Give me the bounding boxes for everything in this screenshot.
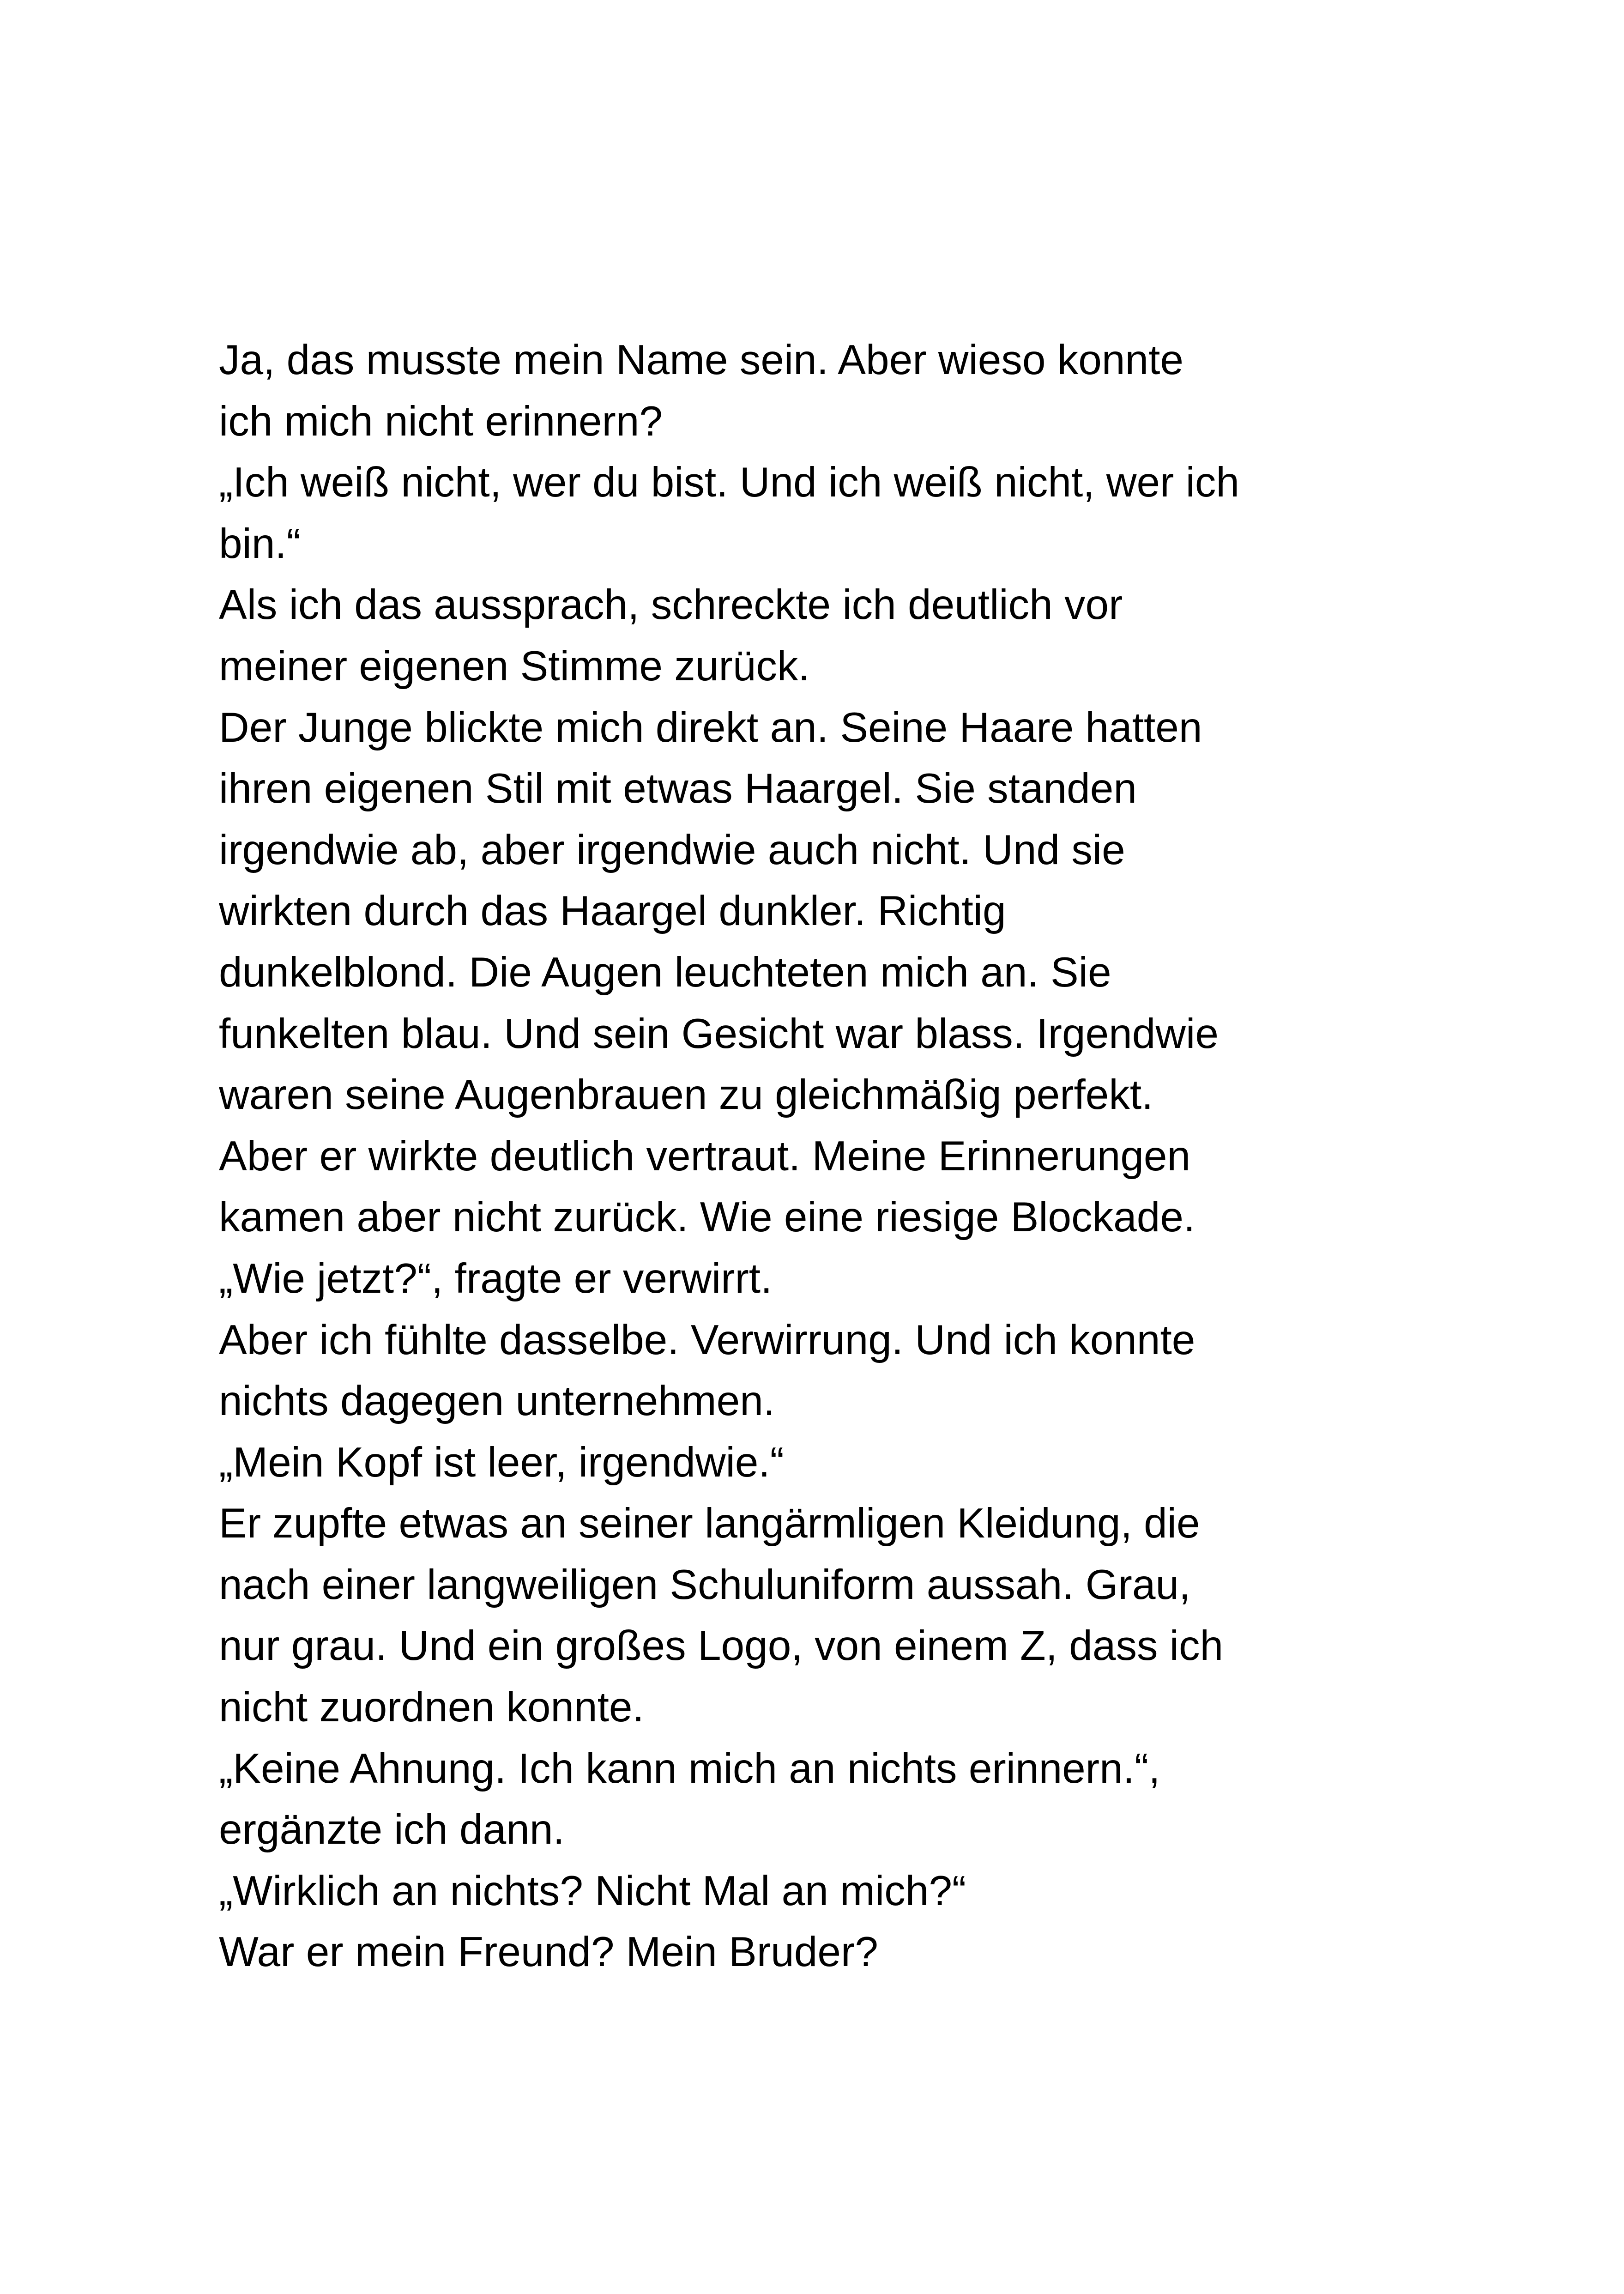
text-line: ergänzte ich dann. bbox=[219, 1806, 565, 1853]
text-line: Aber er wirkte deutlich vertraut. Meine Erinnerungen bbox=[219, 1132, 1191, 1180]
text-line: War er mein Freund? Mein Bruder? bbox=[219, 1929, 878, 1976]
text-line: nur grau. Und ein großes Logo, von einem Z, dass ich bbox=[219, 1622, 1224, 1670]
text-line: ihren eigenen Stil mit etwas Haargel. Sie standen bbox=[219, 765, 1137, 812]
text-line: Ja, das musste mein Name sein. Aber wieso konnte bbox=[219, 337, 1183, 383]
text-line: wirkten durch das Haargel dunkler. Richtig bbox=[219, 888, 1006, 935]
text-line: nicht zuordnen konnte. bbox=[219, 1684, 644, 1731]
text-line: Als ich das aussprach, schreckte ich deutlich vor bbox=[219, 581, 1123, 629]
text-line: Der Junge blickte mich direkt an. Seine Haare hatten bbox=[219, 704, 1202, 751]
text-line: ich mich nicht erinnern? bbox=[219, 398, 663, 445]
text-line: kamen aber nicht zurück. Wie eine riesige Blockade. bbox=[219, 1194, 1195, 1241]
text-line: waren seine Augenbrauen zu gleichmäßig perfekt. bbox=[219, 1071, 1153, 1119]
text-line: Aber ich fühlte dasselbe. Verwirrung. Und ich konnte bbox=[219, 1316, 1195, 1363]
text-line: „Wie jetzt?“, fragte er verwirrt. bbox=[219, 1255, 773, 1302]
text-line: nichts dagegen unternehmen. bbox=[219, 1378, 775, 1425]
text-line: nach einer langweiligen Schuluniform aussah. Grau, bbox=[219, 1561, 1191, 1608]
text-line: „Wirklich an nichts? Nicht Mal an mich?“ bbox=[219, 1867, 966, 1914]
text-line: Er zupfte etwas an seiner langärmligen Kleidung, die bbox=[219, 1500, 1200, 1547]
body-text bbox=[219, 330, 1419, 1983]
text-line: dunkelblond. Die Augen leuchteten mich an. Sie bbox=[219, 949, 1111, 996]
text-line: irgendwie ab, aber irgendwie auch nicht. Und sie bbox=[219, 826, 1125, 873]
text-line: „Ich weiß nicht, wer du bist. Und ich weiß nicht, wer ich bbox=[219, 459, 1240, 506]
text-line: „Keine Ahnung. Ich kann mich an nichts erinnern.“, bbox=[219, 1745, 1160, 1792]
text-line: bin.“ bbox=[219, 520, 301, 567]
text-line: funkelten blau. Und sein Gesicht war blass. Irgendwie bbox=[219, 1010, 1219, 1057]
text-line: meiner eigenen Stimme zurück. bbox=[219, 642, 810, 690]
text-line: „Mein Kopf ist leer, irgendwie.“ bbox=[219, 1439, 784, 1486]
